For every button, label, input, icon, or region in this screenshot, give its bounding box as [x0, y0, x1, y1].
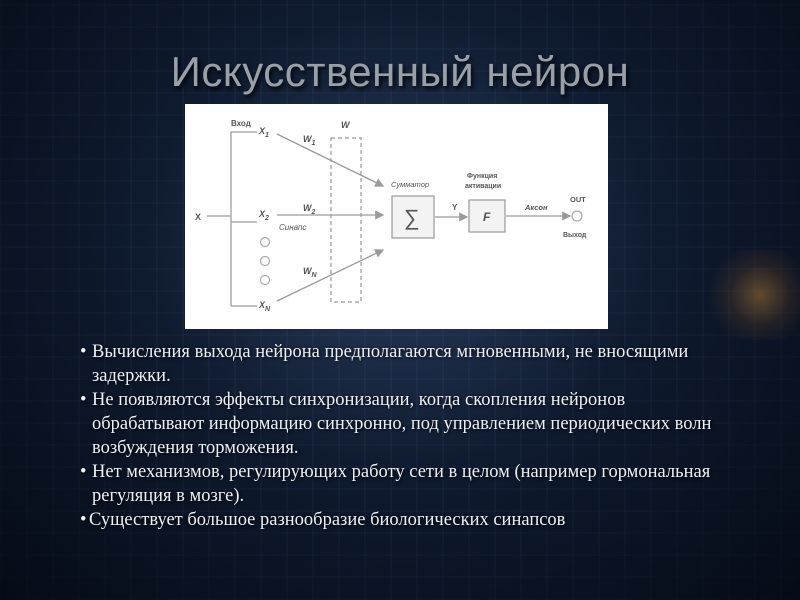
summator-label: Сумматор: [391, 180, 430, 189]
bullet-item: [80, 460, 730, 508]
output-node: [572, 211, 582, 221]
x1-label: $X_1$: [259, 126, 269, 139]
activation-label-1: Функция: [467, 173, 498, 180]
bullet-item: [80, 340, 730, 388]
activation-label-2: активации: [465, 183, 502, 190]
wn-label: $W_N$: [303, 266, 317, 279]
bullet-marker: •: [80, 342, 87, 362]
x-label: X: [195, 212, 202, 222]
ellipsis-dot: [261, 257, 270, 266]
bullet-text: Нет механизмов, регулирующих работу сети в целом (например гормональная регуляция в мозге).: [92, 462, 711, 506]
bullet-marker: •: [80, 462, 87, 482]
bullet-item: [80, 508, 730, 532]
out-label: OUT: [570, 195, 586, 204]
ellipsis-dot: [261, 276, 270, 285]
w1-label: $W_1$: [303, 134, 316, 147]
x2-label: $X_2$: [259, 209, 269, 222]
wn-arrow: [277, 250, 383, 301]
output-label: Выход: [563, 232, 587, 239]
w1-arrow: [277, 134, 383, 186]
bullet-text: Вычисления выхода нейрона предполагаются мгновенными, не вносящими задержки.: [92, 342, 689, 386]
background-glow: [700, 250, 800, 340]
neuron-diagram-svg: [185, 104, 608, 329]
bullet-marker: •: [80, 390, 87, 410]
bullet-text: Не появляются эффекты синхронизации, когда скопления нейронов обрабатывают информацию синхронно, под управлением периодических волн возбуждения торможения.: [92, 390, 712, 458]
bullet-text: Существует большое разнообразие биологических синапсов: [89, 510, 566, 530]
input-label: Вход: [231, 119, 251, 128]
ellipsis-dot: [261, 238, 270, 247]
f-label: F: [483, 210, 491, 224]
bullet-list: [80, 340, 730, 532]
axon-label: Аксон: [525, 203, 548, 212]
neuron-diagram: [185, 104, 608, 329]
y-label: Y: [452, 203, 458, 212]
xn-label: $X_N$: [259, 300, 271, 313]
bullet-marker: •: [80, 510, 87, 530]
sum-symbol: ∑: [404, 205, 420, 230]
w2-label: $W_2$: [303, 203, 316, 216]
bullet-item: [80, 388, 730, 460]
w-label: W: [341, 120, 350, 130]
synapse-label: Синапс: [279, 223, 307, 232]
slide-title: Искусственный нейрон: [170, 48, 630, 95]
